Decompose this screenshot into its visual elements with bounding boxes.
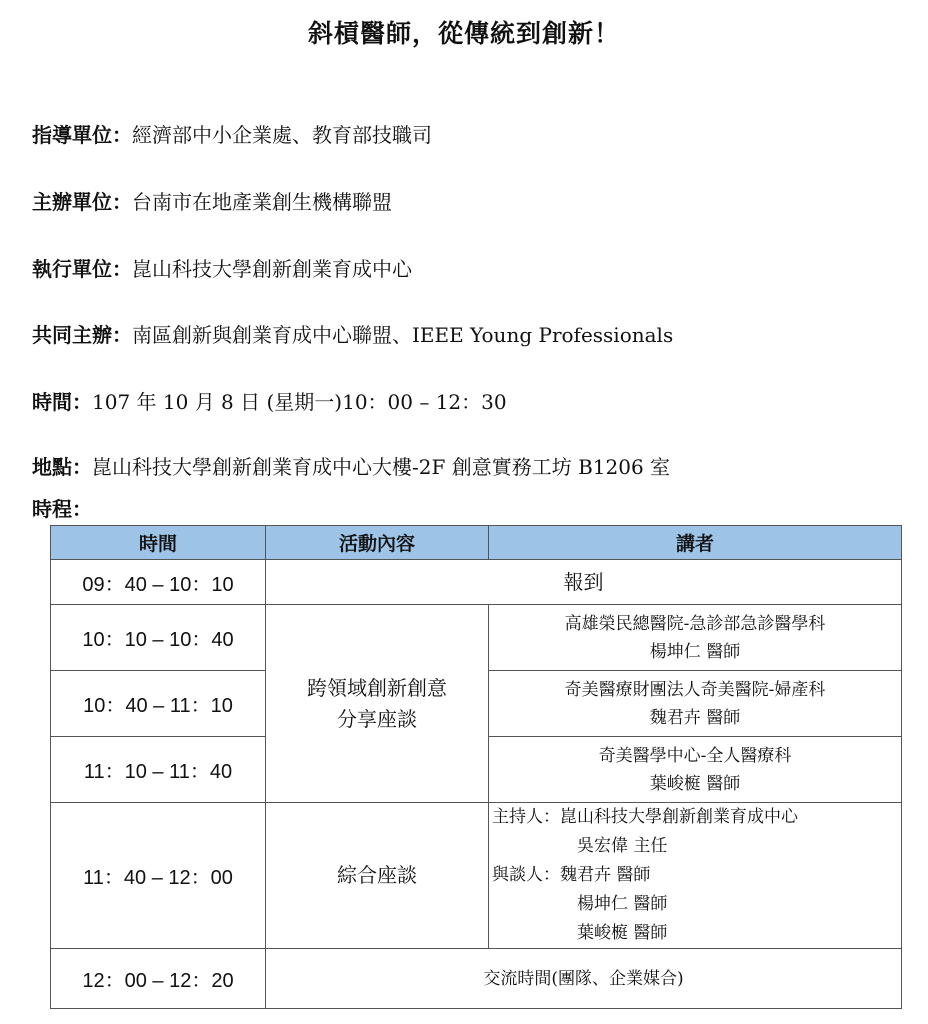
info-executor bbox=[32, 253, 412, 282]
time-cell: 12：00 – 12：20 bbox=[51, 949, 266, 1009]
panel-discussant: 與談人：魏君卉 醫師 bbox=[492, 865, 651, 885]
speaker-name: 魏君卉 醫師 bbox=[649, 707, 741, 728]
panel-discussant-name: 楊坤仁 醫師 bbox=[577, 894, 668, 914]
activity-cell: 綜合座談 bbox=[266, 803, 489, 949]
speaker-cell bbox=[489, 737, 902, 803]
registration-cell: 報到 bbox=[266, 560, 902, 605]
info-label: 共同主辦 bbox=[32, 323, 112, 347]
info-label: 主辦單位 bbox=[32, 190, 112, 214]
time-cell: 11：40 – 12：00 bbox=[51, 803, 266, 949]
info-label: 執行單位 bbox=[32, 257, 112, 281]
info-guidance bbox=[32, 119, 432, 148]
speaker-name: 葉峻榳 醫師 bbox=[649, 773, 741, 794]
table-row bbox=[51, 949, 902, 1009]
info-value: 台南市在地產業創生機構聯盟 bbox=[132, 190, 392, 214]
info-value: 經濟部中小企業處、教育部技職司 bbox=[132, 123, 432, 147]
table-row bbox=[51, 605, 902, 671]
info-value: 崑山科技大學創新創業育成中心 bbox=[132, 257, 412, 281]
schedule-table bbox=[50, 525, 902, 1009]
table-header-row bbox=[51, 526, 902, 560]
speaker-affiliation: 奇美醫療財團法人奇美醫院-婦產科 bbox=[564, 679, 826, 700]
table-row bbox=[51, 560, 902, 605]
info-label: 地點 bbox=[32, 455, 72, 479]
speaker-cell bbox=[489, 671, 902, 737]
time-cell: 09：40 – 10：10 bbox=[51, 560, 266, 605]
speaker-cell bbox=[489, 605, 902, 671]
panel-cell bbox=[489, 803, 902, 949]
activity-line: 分享座談 bbox=[337, 706, 417, 731]
info-label: 指導單位 bbox=[32, 123, 112, 147]
info-separator: ： bbox=[112, 123, 132, 147]
panel-host: 主持人：崑山科技大學創新創業育成中心 bbox=[492, 807, 798, 827]
info-location bbox=[32, 451, 670, 480]
info-separator: ： bbox=[112, 190, 132, 214]
info-value: 107 年 10 月 8 日 (星期一)10：00 – 12：30 bbox=[92, 390, 507, 414]
time-cell: 10：10 – 10：40 bbox=[51, 605, 266, 671]
panel-host-name: 吳宏偉 主任 bbox=[577, 836, 668, 856]
networking-cell: 交流時間(團隊、企業媒合) bbox=[266, 949, 902, 1009]
panel-discussant-name: 葉峻榳 醫師 bbox=[577, 923, 668, 943]
speaker-affiliation: 高雄榮民總醫院-急診部急診醫學科 bbox=[564, 613, 826, 634]
info-separator: ： bbox=[72, 455, 92, 479]
header-speaker: 講者 bbox=[489, 526, 902, 560]
info-separator: ： bbox=[112, 257, 132, 281]
header-activity: 活動內容 bbox=[266, 526, 489, 560]
info-co-organizer bbox=[32, 319, 673, 348]
activity-cell bbox=[266, 605, 489, 803]
schedule-label: 時程： bbox=[32, 497, 92, 521]
activity-line: 跨領域創新創意 bbox=[307, 675, 447, 700]
speaker-affiliation: 奇美醫學中心-全人醫療科 bbox=[598, 745, 792, 766]
header-time: 時間 bbox=[51, 526, 266, 560]
time-cell: 11：10 – 11：40 bbox=[51, 737, 266, 803]
info-separator: ： bbox=[112, 323, 132, 347]
table-row bbox=[51, 803, 902, 949]
info-value: 崑山科技大學創新創業育成中心大樓-2F 創意實務工坊 B1206 室 bbox=[92, 455, 671, 479]
info-separator: ： bbox=[72, 390, 92, 414]
speaker-name: 楊坤仁 醫師 bbox=[649, 641, 741, 662]
info-label: 時間 bbox=[32, 390, 72, 414]
page-title: 斜槓醫師，從傳統到創新！ bbox=[307, 19, 620, 48]
info-time bbox=[32, 386, 507, 415]
time-cell: 10：40 – 11：10 bbox=[51, 671, 266, 737]
info-value: 南區創新與創業育成中心聯盟、IEEE Young Professionals bbox=[132, 323, 674, 347]
info-organizer bbox=[32, 186, 392, 215]
